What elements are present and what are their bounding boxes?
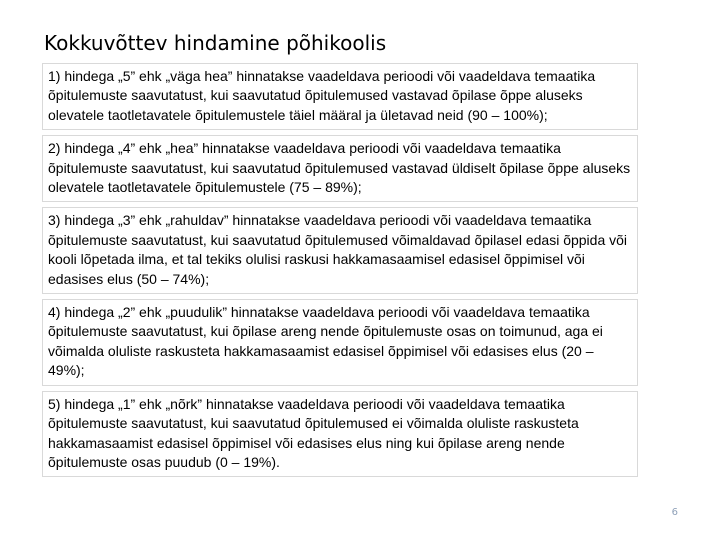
grade-item-1: 5) hindega „1” ehk „nõrk” hinnatakse vaadeldava perioodi või vaadeldava temaatika õpitulemuste saavutatust, kui saavutatud õpitulemused ei võimalda oluliste raskusteta hakkamasaamist edasisel õppimisel või edasises elus ning kui õpilase areng nende õpitulemuste osas puudub (0 – 19%). bbox=[42, 391, 638, 478]
slide-title: Kokkuvõttev hindamine põhikoolis bbox=[44, 31, 387, 55]
grade-item-2: 4) hindega „2” ehk „puudulik” hinnatakse vaadeldava perioodi või vaadeldava temaatika õpitulemuste saavutatust, kui õpilase areng nende õpitulemuste osas on toimunud, aga ei võimalda oluliste raskusteta hakkamasaamist edasisel õppimisel või edasises elus (20 – 49%); bbox=[42, 299, 638, 386]
grade-item-4: 2) hindega „4” ehk „hea” hinnatakse vaadeldava perioodi või vaadeldava temaatika õpitulemuste saavutatust, kui saavutatud õpitulemused vastavad üldiselt õpilase õppe aluseks olevatele taotletavatele õpitulemustele (75 – 89%); bbox=[42, 135, 638, 202]
grade-item-3: 3) hindega „3” ehk „rahuldav” hinnatakse vaadeldava perioodi või vaadeldava temaatika õpitulemuste saavutatust, kui saavutatud õpitulemused võimaldavad õpilasel edasi õppida või kooli lõpetada ilma, et tal tekiks olulisi raskusi hakkamasaamisel edasisel õppimisel või edasises elus (50 – 74%); bbox=[42, 207, 638, 294]
page-number: 6 bbox=[671, 507, 678, 518]
grade-item-5: 1) hindega „5” ehk „väga hea” hinnatakse vaadeldava perioodi või vaadeldava temaatika õpitulemuste saavutatust, kui saavutatud õpitulemused vastavad õpilase õppe aluseks olevatele taotletavatele õpitulemustele täiel määral ja ületavad neid (90 – 100%); bbox=[42, 63, 638, 130]
grade-list bbox=[42, 63, 647, 482]
